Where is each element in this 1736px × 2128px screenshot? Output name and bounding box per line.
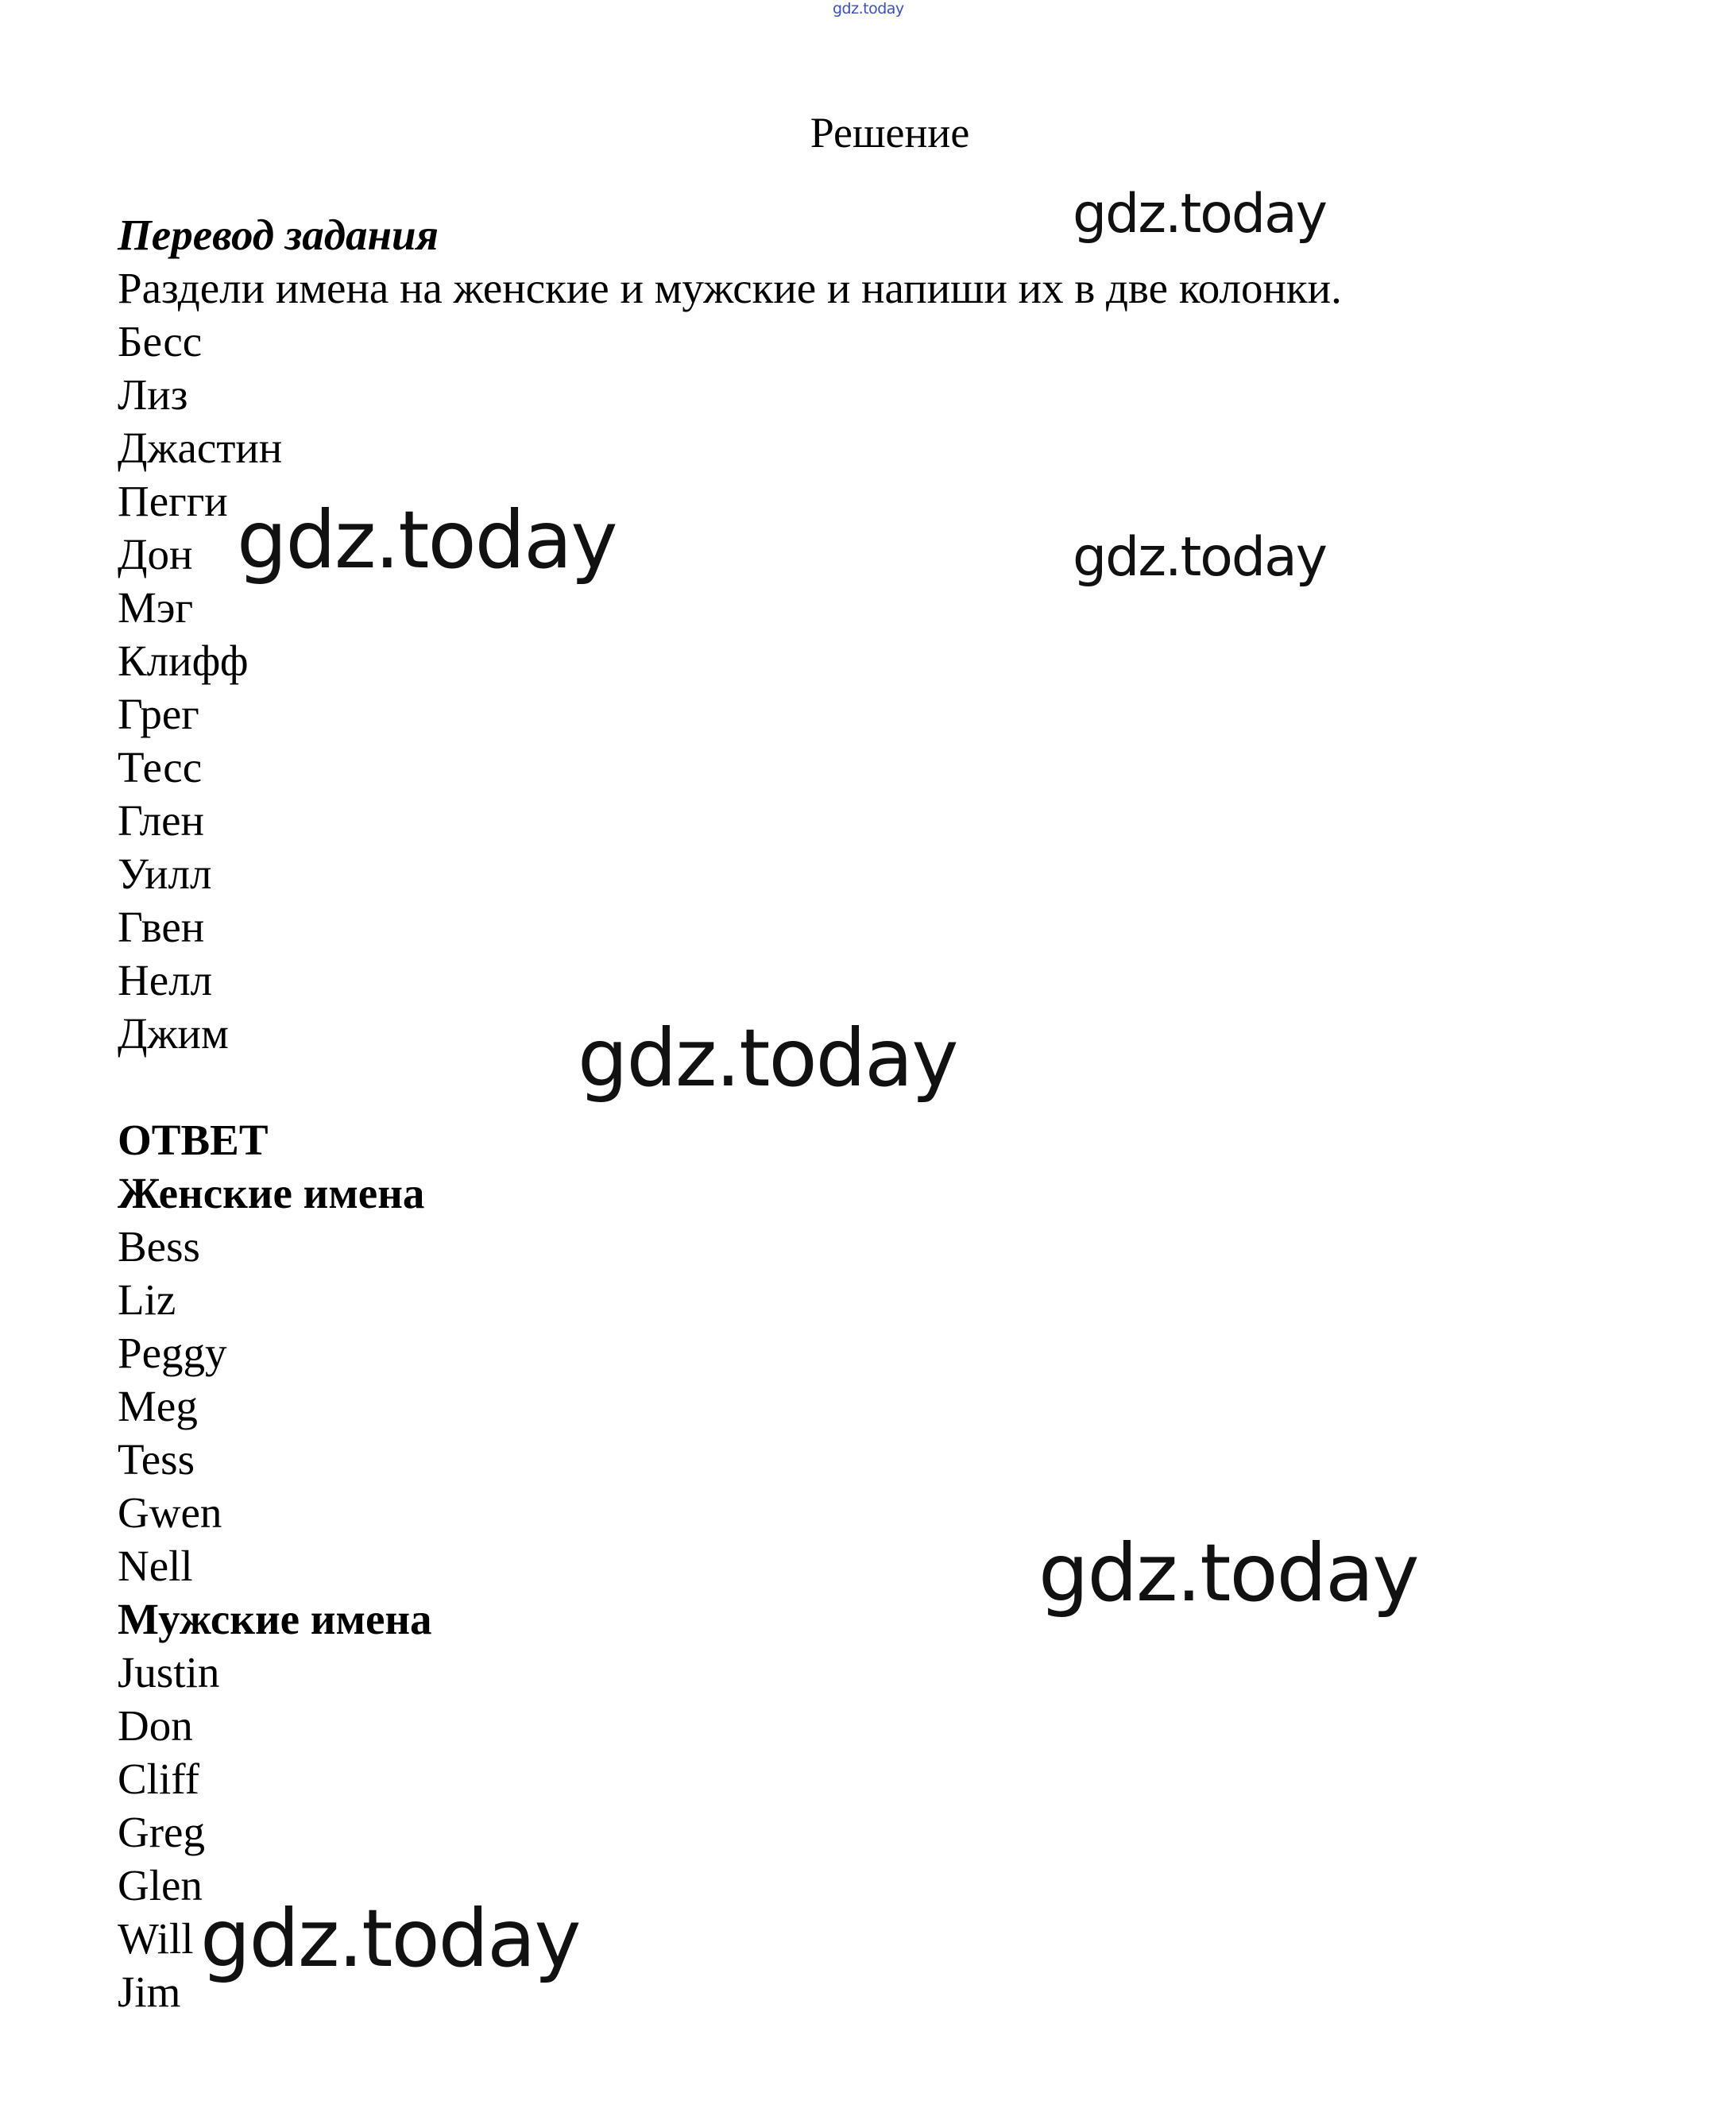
male-name: Glen bbox=[118, 1861, 203, 1909]
header-site-mark: gdz.today bbox=[833, 0, 904, 17]
male-name: Don bbox=[118, 1701, 193, 1750]
male-name: Jim bbox=[118, 1967, 181, 2016]
female-names-list bbox=[118, 1220, 1667, 1592]
male-name: Will bbox=[118, 1914, 194, 1963]
female-name: Bess bbox=[118, 1222, 200, 1271]
female-name: Liz bbox=[118, 1275, 176, 1324]
watermark: gdz.today bbox=[578, 1012, 957, 1105]
page-title: Решение bbox=[810, 109, 970, 157]
watermark: gdz.today bbox=[1038, 1526, 1418, 1619]
female-name: Gwen bbox=[118, 1488, 222, 1537]
task-names-list bbox=[118, 315, 1667, 1060]
task-name: Дон bbox=[118, 530, 193, 578]
female-name: Tess bbox=[118, 1435, 195, 1484]
task-name: Бесс bbox=[118, 317, 203, 366]
task-name: Клифф bbox=[118, 636, 249, 685]
female-name: Peggy bbox=[118, 1329, 227, 1377]
task-name: Грег bbox=[118, 690, 199, 738]
task-name: Нелл bbox=[118, 956, 213, 1004]
task-name: Джим bbox=[118, 1009, 229, 1058]
task-name: Уилл bbox=[118, 849, 212, 898]
male-names-heading: Мужские имена bbox=[118, 1595, 432, 1643]
female-name: Meg bbox=[118, 1382, 198, 1430]
task-name: Лиз bbox=[118, 370, 188, 419]
answer-heading: ОТВЕТ bbox=[118, 1116, 269, 1164]
watermark: gdz.today bbox=[200, 1892, 580, 1985]
female-names-heading: Женские имена bbox=[118, 1169, 425, 1217]
task-name: Джастин bbox=[118, 424, 283, 472]
male-name: Greg bbox=[118, 1808, 205, 1856]
task-name: Глен bbox=[118, 796, 204, 845]
watermark: gdz.today bbox=[237, 493, 617, 586]
document-body bbox=[118, 208, 1667, 2018]
task-name: Мэг bbox=[118, 583, 194, 632]
task-name: Пегги bbox=[118, 477, 228, 525]
task-name: Тесс bbox=[118, 743, 203, 791]
watermark: gdz.today bbox=[1073, 183, 1326, 246]
male-name: Justin bbox=[118, 1648, 220, 1697]
female-name: Nell bbox=[118, 1542, 193, 1590]
task-heading: Перевод задания bbox=[118, 211, 439, 259]
watermark: gdz.today bbox=[1073, 526, 1326, 589]
task-name: Гвен bbox=[118, 903, 205, 951]
task-instruction: Раздели имена на женские и мужские и напиши их в две колонки. bbox=[118, 264, 1342, 312]
male-name: Cliff bbox=[118, 1755, 199, 1803]
